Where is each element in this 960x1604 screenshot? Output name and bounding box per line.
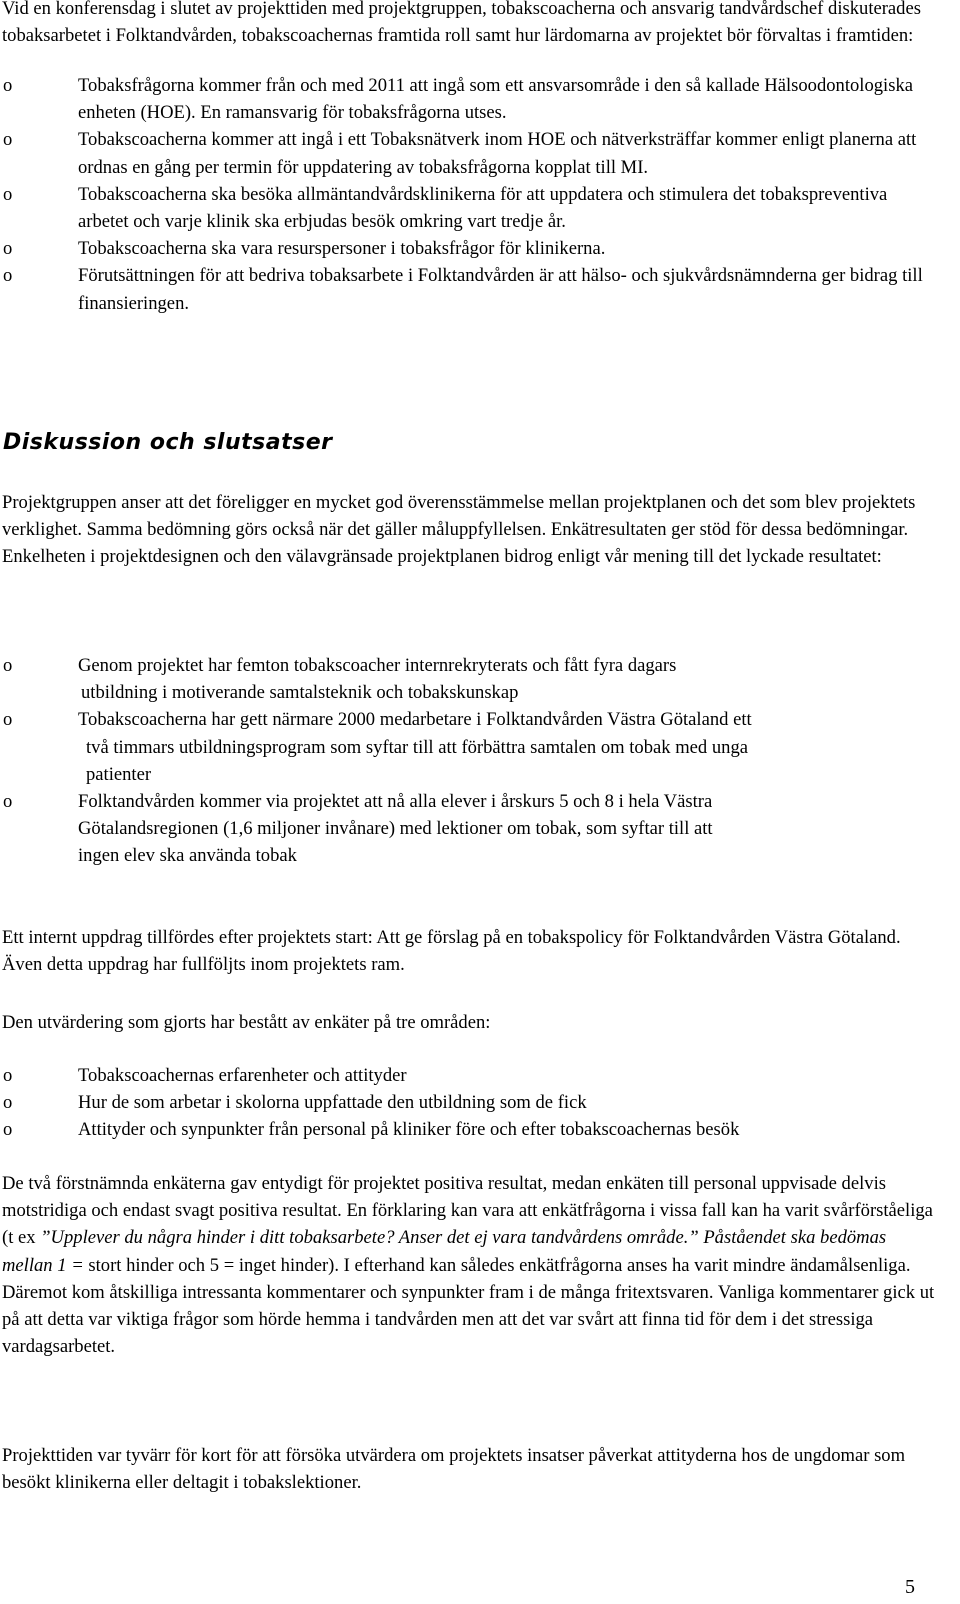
bullet-marker: o	[3, 1092, 13, 1114]
page-number: 5	[905, 1576, 915, 1598]
paragraph: Projekttiden var tyvärr för kort för att försöka utvärdera om projektets insatser påverkat attityderna hos de ungdomar som besökt klinikerna eller deltagit i tobakslektioner.	[2, 1445, 906, 1494]
bullet-marker: o	[3, 709, 13, 731]
bullet-marker: o	[3, 183, 13, 205]
bullet-marker: o	[3, 265, 13, 287]
list-item: o Tobakscoacherna har gett närmare 2000 medarbetare i Folktandvården Västra Götaland ett två timmars utbildningsprogram som syftar till att förbättra samtalen om tobak med unga patienter	[0, 706, 940, 788]
paragraph: Projektgruppen anser att det föreligger en mycket god överensstämmelse mellan projektplanen och det som blev projektets verklighet. Samma bedömning görs också när det gäller måluppfyllelsen. Enkätresultaten ger stöd för dessa bedömningar.	[2, 492, 916, 541]
survey-areas-list	[0, 1062, 940, 1144]
list-item: o Tobakscoacherna kommer att ingå i ett Tobaksnätverk inom HOE och nätverksträffar kommer enligt planerna att ordnas en gång per termin för uppdatering av tobaksfrågorna kopplat till MI.	[0, 126, 936, 180]
quoted-question: ”Upplever du några hinder i ditt tobaksarbete? Anser det ej vara tandvårdens område.” Påståendet ska bedömas mellan 1 =	[2, 1227, 887, 1276]
list-item: o Tobakscoacherna ska vara resurspersoner i tobaksfrågor för klinikerna.	[0, 235, 936, 262]
list-item: o Genom projektet har femton tobakscoacher internrekryterats och fått fyra dagars utbildning i motiverande samtalsteknik och tobakskunskap	[0, 652, 940, 706]
bullet-marker: o	[3, 238, 13, 260]
list-item: o Förutsättningen för att bedriva tobaksarbete i Folktandvården är att hälso- och sjukvårdsnämnderna ger bidrag till finansieringen.	[0, 262, 936, 316]
conference-conclusions-list	[0, 72, 936, 317]
evaluation-paragraphs	[2, 1170, 938, 1360]
paragraph: Enkelheten i projektdesignen och den välavgränsade projektplanen bidrog enligt vår mening till det lyckade resultatet:	[2, 546, 882, 568]
intro-paragraph: Vid en konferensdag i slutet av projekttiden med projektgruppen, tobakscoacherna och ansvarig tandvårdschef diskuterades tobaksarbetet i Folktandvården, tobakscoachernas framtida roll samt hur lärdomarna av projektet bör förvaltas i framtiden:	[2, 0, 921, 47]
bullet-marker: o	[3, 655, 13, 676]
paragraph: Däremot kom åtskilliga intressanta kommentarer och synpunkter fram i de många fritextsvaren. Vanliga kommentarer gick ut på att detta var viktiga frågor som hörde hemma i tandvården men att det var svårt att finna tid för dem i det stressiga vardagsarbetet.	[2, 1281, 935, 1358]
section-heading: Diskussion och slutsatser	[3, 430, 333, 455]
bullet-marker: o	[3, 1119, 13, 1141]
list-item: o Tobakscoachernas erfarenheter och attityder	[0, 1062, 940, 1089]
list-item: o Tobaksfrågorna kommer från och med 2011 att ingå som ett ansvarsområde i den så kallade Hälsoodontologiska enheten (HOE). En ramansvarig för tobaksfrågorna utses.	[0, 72, 936, 126]
paragraph: Den utvärdering som gjorts har bestått av enkäter på tre områden:	[2, 1012, 491, 1033]
bullet-marker: o	[3, 1065, 13, 1086]
list-item: o Tobakscoacherna ska besöka allmäntandvårdsklinikerna för att uppdatera och stimulera det tobakspreventiva arbetet och varje klinik ska erbjudas besök omkring vart tredje år.	[0, 181, 936, 235]
list-item: o Hur de som arbetar i skolorna uppfattade den utbildning som de fick	[0, 1089, 940, 1116]
list-item: o Folktandvården kommer via projektet att nå alla elever i årskurs 5 och 8 i hela Västra Götalandsregionen (1,6 miljoner invånare) med lektioner om tobak, som syftar till att ingen elev ska använda tobak	[0, 788, 940, 870]
list-item: o Attityder och synpunkter från personal på kliniker före och efter tobakscoachernas besök	[0, 1116, 940, 1143]
bullet-marker: o	[3, 75, 13, 96]
bullet-marker: o	[3, 791, 13, 813]
bullet-marker: o	[3, 129, 13, 151]
paragraph: Ett internt uppdrag tillfördes efter projektets start: Att ge förslag på en tobakspolicy för Folktandvården Västra Götaland. Även detta uppdrag har fullföljts inom projektets ram.	[2, 927, 901, 976]
discussion-paragraphs	[2, 489, 938, 571]
paragraph: De två förstnämnda enkäterna gav entydigt för projektet positiva resultat, medan enkäten till personal uppvisade delvis motstridiga och endast svagt positiva resultat. En förklaring kan vara att enkätfrågorna i vissa fall kan ha varit svårförståeliga (t ex ”Upplever du några hinder i ditt tobaksarbete? Anser det ej vara tandvårdens område.” Påståendet ska bedömas mellan 1 = stort hinder och 5 = inget hinder). I efterhand kan således enkätfrågorna anses ha varit mindre ändamålsenliga.	[2, 1173, 933, 1276]
results-list	[0, 652, 940, 870]
